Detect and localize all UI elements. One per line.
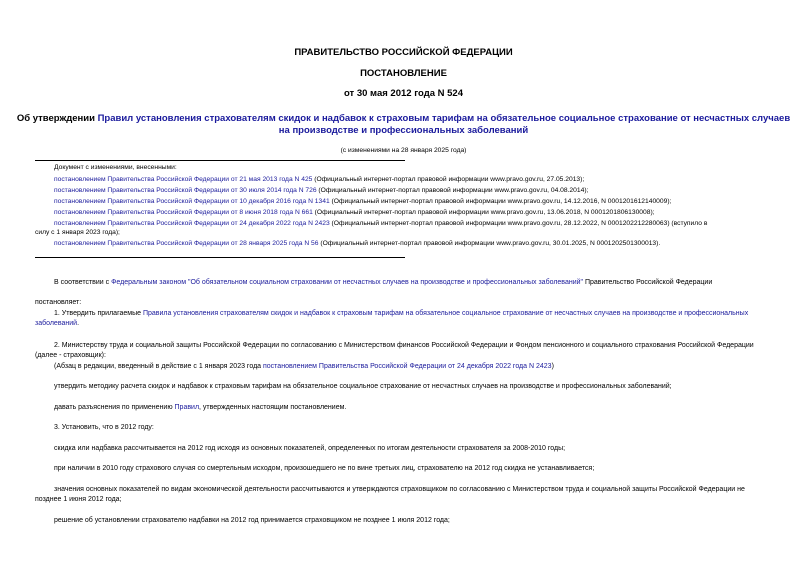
- clause-1: 1. Утвердить прилагаемые Правила установления страхователям скидок и надбавок к страховым тарифам на обязательное социальное страхование от несчастных случаев на производстве и профессиональных: [54, 310, 749, 317]
- clause-3-item-indicators: значения основных показателей по видам экономической деятельности рассчитываются и утверждаются страховщиком по согласованию с Министерством труда и социальной защиты Российской Федерации не: [54, 486, 745, 493]
- change-source: (Официальный интернет-портал правовой информации www.pravo.gov.ru, 13.06.2018, N 0001201806130008);: [312, 209, 655, 216]
- change-item: [54, 208, 655, 217]
- rules-link-continuation[interactable]: заболеваний: [35, 320, 78, 327]
- clause-2-continuation: (далее - страховщик):: [35, 352, 106, 359]
- change-item: [54, 197, 671, 206]
- change-link[interactable]: постановлением Правительства Российской Федерации от 8 июня 2018 года N 661: [54, 209, 313, 216]
- change-source: (Официальный интернет-портал правовой информации www.pravo.gov.ru, 28.12.2022, N 0001202212280063) (вступило в: [329, 220, 708, 227]
- rules-short-link[interactable]: Правил: [174, 404, 200, 411]
- change-item: [54, 175, 584, 184]
- change-source: (Официальный интернет-портал правовой информации www.pravo.gov.ru, 14.12.2016, N 0001201612140009);: [329, 198, 672, 205]
- change-link[interactable]: постановлением Правительства Российской Федерации от 30 июля 2014 года N 726: [54, 187, 317, 194]
- document-type: ПОСТАНОВЛЕНИЕ: [360, 68, 447, 79]
- clause-1-continuation: заболеваний.: [35, 320, 80, 327]
- clause-3-item-indicators-continuation: позднее 1 июня 2012 года;: [35, 496, 122, 503]
- change-source: (Официальный интернет-портал правовой информации www.pravo.gov.ru, 27.05.2013);: [312, 176, 585, 183]
- title-prefix: Об утверждении: [16, 113, 98, 124]
- title-rules-link-line1[interactable]: Правил установления страхователям скидок и надбавок к страховым тарифам на обязательное социальное страхование от несчастных случаев: [97, 113, 791, 124]
- revision-note: (с изменениями на 28 января 2025 года): [340, 147, 467, 154]
- change-item: [54, 219, 707, 228]
- changes-intro: Документ с изменениями, внесенными:: [54, 164, 177, 171]
- federal-law-link[interactable]: Федеральным законом "Об обязательном социальном страховании от несчастных случаев на производстве и профессиональных заболеваний": [111, 279, 584, 286]
- resolves-text: постановляет:: [35, 299, 82, 306]
- change-link[interactable]: постановлением Правительства Российской Федерации от 21 мая 2013 года N 425: [54, 176, 313, 183]
- amendment-link[interactable]: постановлением Правительства Российской Федерации от 24 декабря 2022 года N 2423: [263, 363, 552, 370]
- title-rules-link-line2[interactable]: на производстве и профессиональных заболеваний: [278, 125, 529, 136]
- clause-2-item-methodology: утвердить методику расчета скидок и надбавок к страховым тарифам на обязательное социальное страхование от несчастных случаев на производстве и профессиональных заболеваний;: [54, 383, 672, 390]
- change-link[interactable]: постановлением Правительства Российской Федерации от 24 декабря 2022 года N 2423: [54, 220, 330, 227]
- clause-3: 3. Установить, что в 2012 году:: [54, 424, 154, 431]
- amendment-note: (Абзац в редакции, введенный в действие с 1 января 2023 года постановлением Правительства Российской Федерации от 24 декабря 2022 года N 2423): [54, 363, 554, 370]
- preamble: В соответствии с Федеральным законом "Об обязательном социальном страховании от несчастных случаев на производстве и профессиональных заболеваний" Правительство Российской Федерации: [54, 279, 713, 286]
- document-date-number: от 30 мая 2012 года N 524: [343, 88, 464, 99]
- change-source: (Официальный интернет-портал правовой информации www.pravo.gov.ru, 30.01.2025, N 0001202501300013).: [318, 240, 661, 247]
- clause-3-item-calculation: скидка или надбавка рассчитывается на 2012 год исходя из основных показателей, определенных по итогам деятельности страхователя за 2008-2010 годы;: [54, 445, 566, 452]
- clause-2: 2. Министерству труда и социальной защиты Российской Федерации по согласованию с Министерством финансов Российской Федерации и Фондом пенсионного и социального страхования Российской Федерации: [54, 342, 754, 349]
- changes-bottom-divider: [35, 257, 405, 258]
- changes-top-divider: [35, 160, 405, 161]
- government-heading: ПРАВИТЕЛЬСТВО РОССИЙСКОЙ ФЕДЕРАЦИИ: [294, 47, 513, 58]
- change-link[interactable]: постановлением Правительства Российской Федерации от 28 января 2025 года N 56: [54, 240, 319, 247]
- clause-2-item-explanations: давать разъяснения по применению Правил, утвержденных настоящим постановлением.: [54, 404, 347, 411]
- change-item-continuation: силу с 1 января 2023 года);: [35, 229, 120, 236]
- rules-link[interactable]: Правила установления страхователям скидок и надбавок к страховым тарифам на обязательное социальное страхование от несчастных случаев на производстве и профессиональных: [142, 310, 749, 317]
- change-item: [54, 186, 588, 195]
- change-source: (Официальный интернет-портал правовой информации www.pravo.gov.ru, 04.08.2014);: [316, 187, 589, 194]
- clause-3-item-fatal-case: при наличии в 2010 году страхового случая со смертельным исходом, произошедшего не по вине третьих лиц, страхователю на 2012 год скидка не устанавливается;: [54, 465, 595, 472]
- change-link[interactable]: постановлением Правительства Российской Федерации от 10 декабря 2016 года N 1341: [54, 198, 330, 205]
- clause-3-item-surcharge: решение об установлении страхователю надбавки на 2012 год принимается страховщиком не позднее 1 июля 2012 года;: [54, 517, 450, 524]
- change-item: [54, 239, 660, 248]
- document-title: [0, 113, 807, 137]
